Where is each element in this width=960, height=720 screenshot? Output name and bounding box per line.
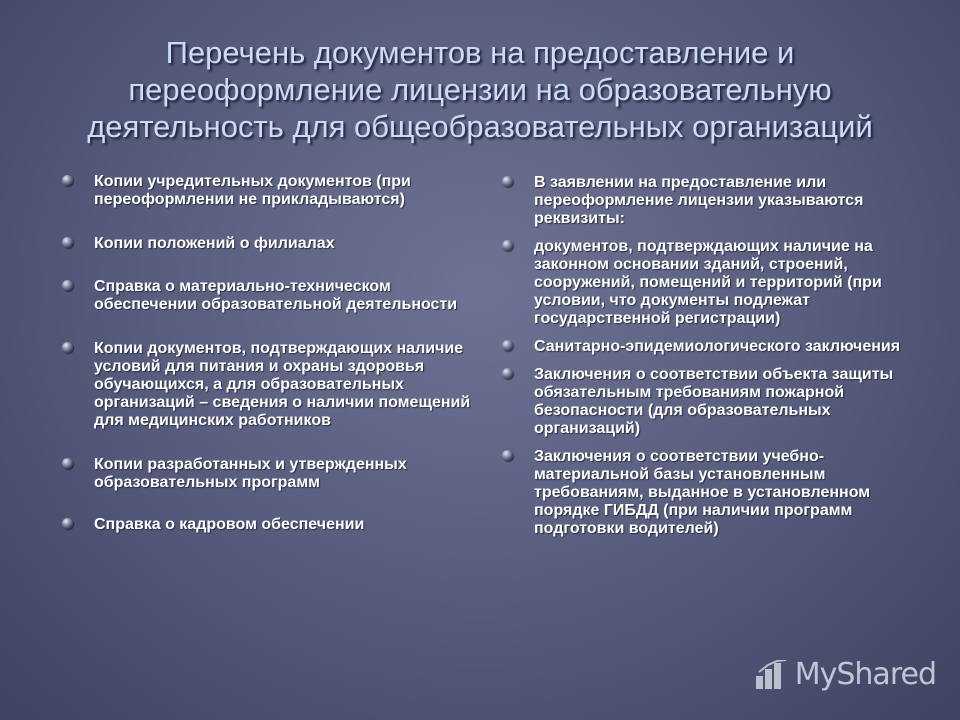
list-item <box>62 235 472 253</box>
list-item <box>502 338 902 356</box>
list-item-text: Копии документов, подтверждающих наличие условий для питания и охраны здоровья обучающихся, а для образовательных организаций – сведения о наличии помещений для медицинских работников <box>94 340 471 429</box>
list-item <box>502 448 902 538</box>
sphere-bullet-icon <box>502 240 513 251</box>
watermark-logo <box>755 657 936 692</box>
sphere-bullet-icon <box>62 518 73 529</box>
list-item-text: Копии положений о филиалах <box>94 235 335 252</box>
sphere-bullet-icon <box>62 237 73 248</box>
right-bullet-list <box>502 174 902 548</box>
sphere-bullet-icon <box>502 450 513 461</box>
list-item-text: Копии учредительных документов (при переоформлении не прикладываются) <box>94 173 411 208</box>
left-bullet-list <box>62 173 472 556</box>
list-item-text: документов, подтверждающих наличие на законном основании зданий, строений, сооружений, помещений и территорий (при условии, что документы подлежат государственной регистрации) <box>534 238 882 327</box>
list-item <box>502 238 902 328</box>
list-item-text: Копии разработанных и утвержденных образовательных программ <box>94 456 407 491</box>
list-item <box>502 174 902 228</box>
list-item-text: В заявлении на предоставление или переоформление лицензии указываются реквизиты: <box>534 174 864 227</box>
sphere-bullet-icon <box>62 175 73 186</box>
list-item <box>62 278 472 314</box>
sphere-bullet-icon <box>502 368 513 379</box>
slide-title: Перечень документов на предоставление и переоформление лицензии на образовательную деятельность для общеобразовательных организаций <box>87 35 873 144</box>
watermark-text: MyShared <box>794 657 936 692</box>
sphere-bullet-icon <box>502 340 513 351</box>
list-item-text: Справка о материально-техническом обеспечении образовательной деятельности <box>94 278 458 313</box>
list-item <box>62 340 472 430</box>
sphere-bullet-icon <box>502 176 513 187</box>
list-item <box>62 516 472 534</box>
list-item-text: Справка о кадровом обеспечении <box>94 516 365 533</box>
list-item <box>62 173 472 209</box>
list-item <box>62 456 472 492</box>
sphere-bullet-icon <box>62 458 73 469</box>
list-item-text: Заключения о соответствии объекта защиты обязательным требованиям пожарной безопасности (для образовательных организаций) <box>534 366 894 437</box>
list-item-text: Санитарно-эпидемиологического заключения <box>534 338 901 355</box>
sphere-bullet-icon <box>62 342 73 353</box>
sphere-bullet-icon <box>62 280 73 291</box>
list-item-text: Заключения о соответствии учебно-материальной базы установленным требованиям, выданное в установленном порядке ГИБДД (при наличии программ подготовки водителей) <box>534 448 871 537</box>
myshared-logo-icon <box>755 660 789 690</box>
list-item <box>502 366 902 438</box>
